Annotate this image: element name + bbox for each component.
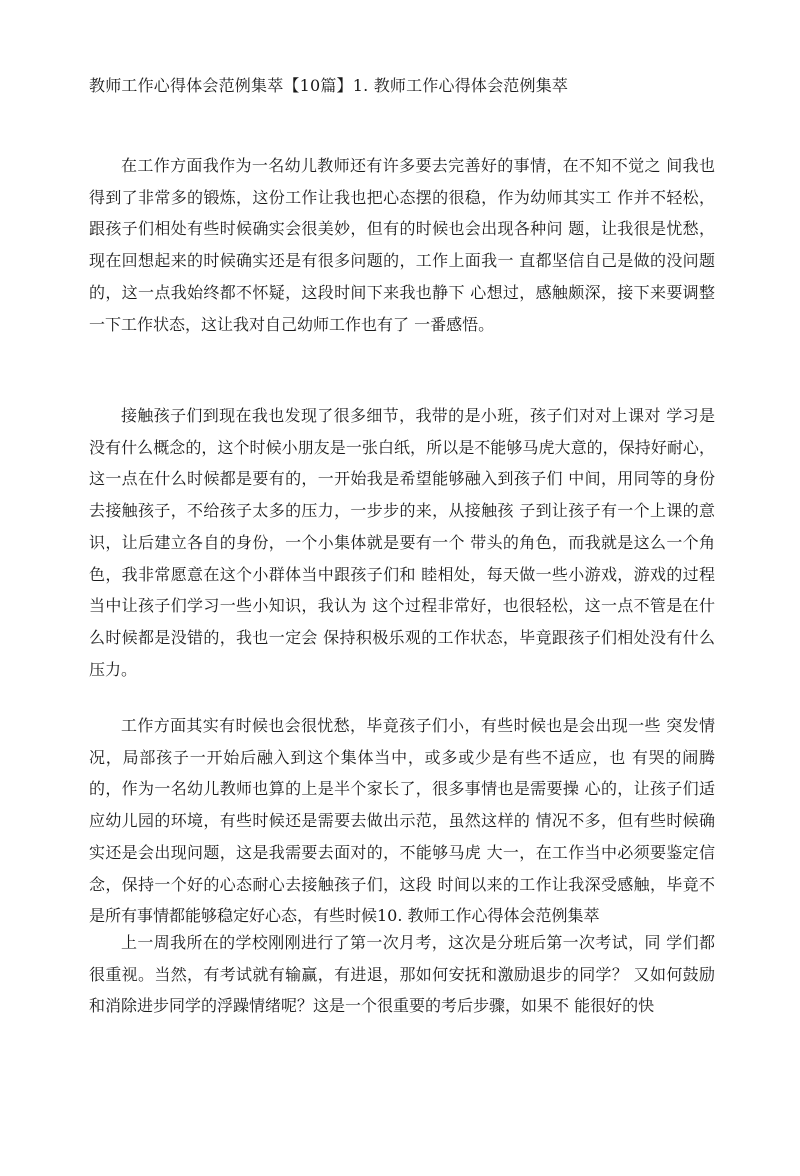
- paragraph-2: 接触孩子们到现在我也发现了很多细节，我带的是小班，孩子们对对上课对 学习是没有什么概念的，这个时候小朋友是一张白纸，所以是不能够马虎大意的，保持好耐心，这一点在什么时候都是要有的，一开始我是希望能够融入到孩子们 中间，用同等的身份去接触孩子，不给孩子太多的压力，一步步的来，从接触孩 子到让孩子有一个上课的意识，让后建立各自的身份，一个小集体就是要有一个 带头的角色，而我就是这么一个角色，我非常愿意在这个小群体当中跟孩子们和 睦相处，每天做一些小游戏，游戏的过程当中让孩子们学习一些小知识，我认为 这个过程非常好，也很轻松，这一点不管是在什么时候都是没错的，我也一定会 保持积极乐观的工作状态，毕竟跟孩子们相处没有什么压力。: [89, 406, 715, 679]
- paragraph-3: 工作方面其实有时候也会很忧愁，毕竟孩子们小，有些时候也是会出现一些 突发情况，局部孩子一开始后融入到这个集体当中，或多或少是有些不适应，也 有哭的闹腾的，作为一名幼儿教师也算的上是半个家长了，很多事情也是需要操 心的，让孩子们适应幼儿园的环境，有些时候还是需要去做出示范，虽然这样的 情况不多，但有些时候确实还是会出现问题，这是我需要去面对的，不能够马虎 大一，在工作当中必须要鉴定信念，保持一个好的心态耐心去接触孩子们，这段 时间以来的工作让我深受感触，毕竟不是所有事情都能够稳定好心态，有些时候10. 教师工作心得体会范例集萃: [89, 716, 715, 926]
- paragraph-4: 上一周我所在的学校刚刚进行了第一次月考，这次是分班后第一次考试，同 学们都很重视。当然，有考试就有输赢，有进退，那如何安抚和激励退步的同学？ 又如何鼓励和消除进步同学的浮躁情绪呢？这是一个很重要的考后步骤，如果不 能很好的快: [89, 933, 715, 1016]
- paragraph-1: 在工作方面我作为一名幼儿教师还有许多要去完善好的事情，在不知不觉之 间我也得到了非常多的锻炼，这份工作让我也把心态摆的很稳，作为幼师其实工 作并不轻松，跟孩子们相处有些时候确实会很美妙，但有的时候也会出现各种问 题，让我很是忧愁，现在回想起来的时候确实还是有很多问题的，工作上面我一 直都坚信自己是做的没问题的，这一点我始终都不怀疑，这段时间下来我也静下 心想过，感触颇深，接下来要调整一下工作状态，这让我对自己幼师工作也有了 一番感悟。: [89, 156, 715, 334]
- document-title: 教师工作心得体会范例集萃【10篇】1. 教师工作心得体会范例集萃: [89, 76, 569, 95]
